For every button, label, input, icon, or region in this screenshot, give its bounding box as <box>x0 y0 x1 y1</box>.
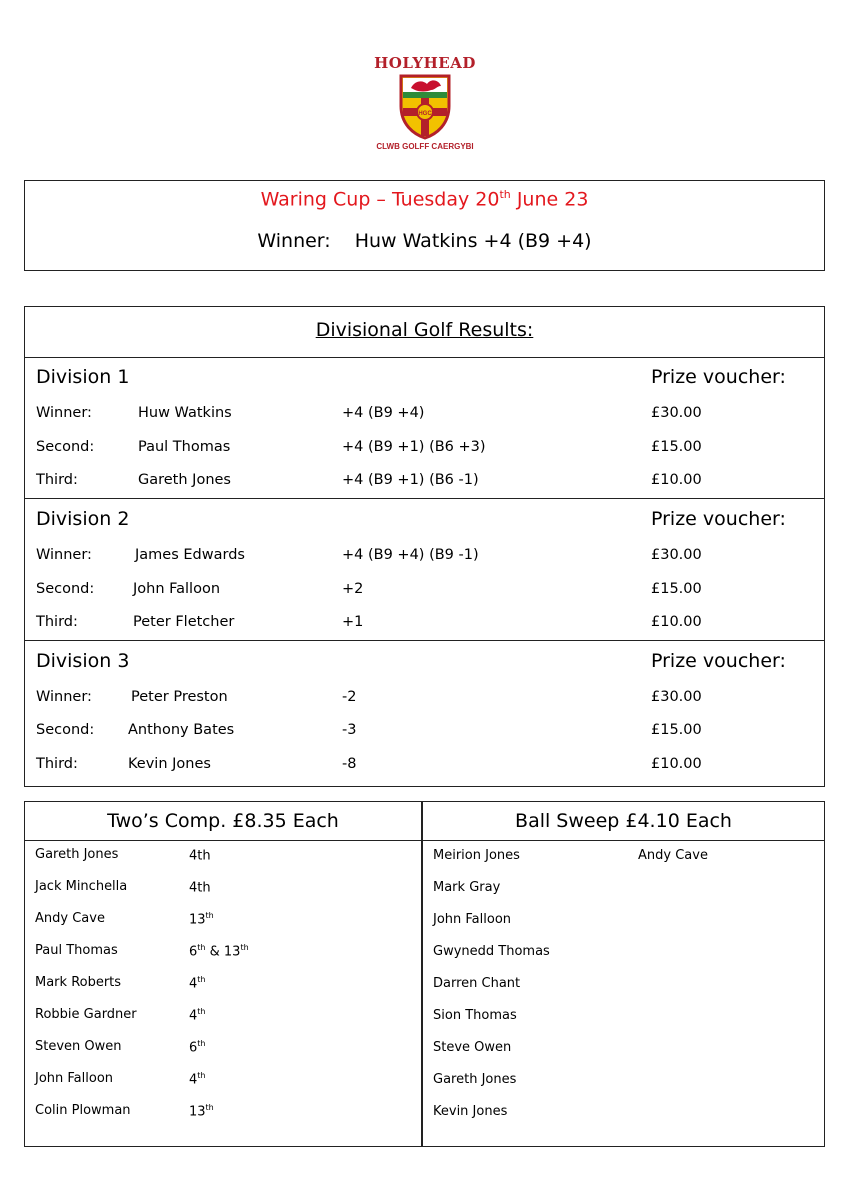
twos-name: Gareth Jones <box>35 847 119 862</box>
prize-heading: Prize voucher: <box>651 366 786 388</box>
sweep-name: Kevin Jones <box>433 1104 508 1119</box>
prize-heading: Prize voucher: <box>651 508 786 530</box>
twos-hole: 6th & 13th <box>189 943 249 960</box>
prize-value: £10.00 <box>651 472 702 488</box>
winner-label: Winner: <box>257 230 331 252</box>
prize-value: £30.00 <box>651 689 702 705</box>
place-label: Second: <box>36 722 95 738</box>
logo-title: HOLYHEAD <box>374 54 476 72</box>
prize-value: £15.00 <box>651 722 702 738</box>
player-score: +4 (B9 +4) (B9 -1) <box>342 547 479 563</box>
player-name: Anthony Bates <box>128 722 235 738</box>
division-title: Division 1 <box>36 366 130 388</box>
twos-heading: Two’s Comp. £8.35 Each <box>24 801 422 841</box>
place-label: Winner: <box>36 405 92 421</box>
player-score: +1 <box>342 614 364 630</box>
prize-value: £10.00 <box>651 756 702 772</box>
player-name: James Edwards <box>135 547 245 563</box>
twos-hole: 4th <box>189 975 206 992</box>
twos-name: Steven Owen <box>35 1039 122 1054</box>
twos-name: Jack Minchella <box>35 879 128 894</box>
player-name: Paul Thomas <box>138 439 231 455</box>
prize-value: £30.00 <box>651 547 702 563</box>
twos-hole: 13th <box>189 1103 214 1120</box>
shield-icon <box>397 70 453 140</box>
competition-title: Waring Cup – Tuesday 20th June 23 <box>260 188 589 211</box>
twos-hole: 4th <box>189 1007 206 1024</box>
twos-hole: 6th <box>189 1039 206 1056</box>
divider <box>24 498 825 499</box>
logo-subtitle: CLWB GOLFF CAERGYBI <box>376 142 474 151</box>
prize-value: £15.00 <box>651 581 702 597</box>
player-score: -2 <box>342 689 357 705</box>
twos-hole: 4th <box>189 880 211 896</box>
sweep-name: Gwynedd Thomas <box>433 944 550 959</box>
sweep-name: Gareth Jones <box>433 1072 517 1087</box>
place-label: Third: <box>36 756 78 772</box>
division-title: Division 2 <box>36 508 130 530</box>
twos-name: Andy Cave <box>35 911 105 926</box>
sweep-name: John Falloon <box>433 912 512 927</box>
prize-value: £15.00 <box>651 439 702 455</box>
twos-name: Paul Thomas <box>35 943 118 958</box>
twos-name: John Falloon <box>35 1071 114 1086</box>
sweep-heading: Ball Sweep £4.10 Each <box>422 801 825 841</box>
player-score: -8 <box>342 756 357 772</box>
player-score: +4 (B9 +1) (B6 -1) <box>342 472 479 488</box>
place-label: Second: <box>36 581 95 597</box>
place-label: Winner: <box>36 689 92 705</box>
player-score: -3 <box>342 722 357 738</box>
prize-heading: Prize voucher: <box>651 650 786 672</box>
player-name: Gareth Jones <box>138 472 231 488</box>
divider <box>24 640 825 641</box>
badge-text: HGC <box>418 111 432 117</box>
prize-value: £10.00 <box>651 614 702 630</box>
player-score: +4 (B9 +4) <box>342 405 425 421</box>
division-title: Division 3 <box>36 650 130 672</box>
winner-value: Huw Watkins +4 (B9 +4) <box>354 230 592 252</box>
results-heading: Divisional Golf Results: <box>24 306 825 358</box>
sweep-name: Meirion Jones <box>433 848 520 863</box>
player-name: John Falloon <box>133 581 221 597</box>
sweep-name: Darren Chant <box>433 976 521 991</box>
place-label: Third: <box>36 614 78 630</box>
player-name: Peter Fletcher <box>133 614 235 630</box>
sweep-name: Mark Gray <box>433 880 501 895</box>
competition-winner <box>0 230 849 252</box>
twos-hole: 13th <box>189 911 214 928</box>
player-name: Peter Preston <box>131 689 228 705</box>
twos-name: Colin Plowman <box>35 1103 131 1118</box>
place-label: Winner: <box>36 547 92 563</box>
twos-name: Mark Roberts <box>35 975 122 990</box>
player-score: +2 <box>342 581 364 597</box>
place-label: Second: <box>36 439 95 455</box>
twos-name: Robbie Gardner <box>35 1007 137 1022</box>
sweep-name: Steve Owen <box>433 1040 512 1055</box>
player-name: Kevin Jones <box>128 756 211 772</box>
player-name: Huw Watkins <box>138 405 232 421</box>
twos-hole: 4th <box>189 848 211 864</box>
prize-value: £30.00 <box>651 405 702 421</box>
place-label: Third: <box>36 472 78 488</box>
twos-hole: 4th <box>189 1071 206 1088</box>
sweep-name: Andy Cave <box>638 848 708 863</box>
player-score: +4 (B9 +1) (B6 +3) <box>342 439 486 455</box>
sweep-name: Sion Thomas <box>433 1008 517 1023</box>
club-logo <box>365 50 485 160</box>
